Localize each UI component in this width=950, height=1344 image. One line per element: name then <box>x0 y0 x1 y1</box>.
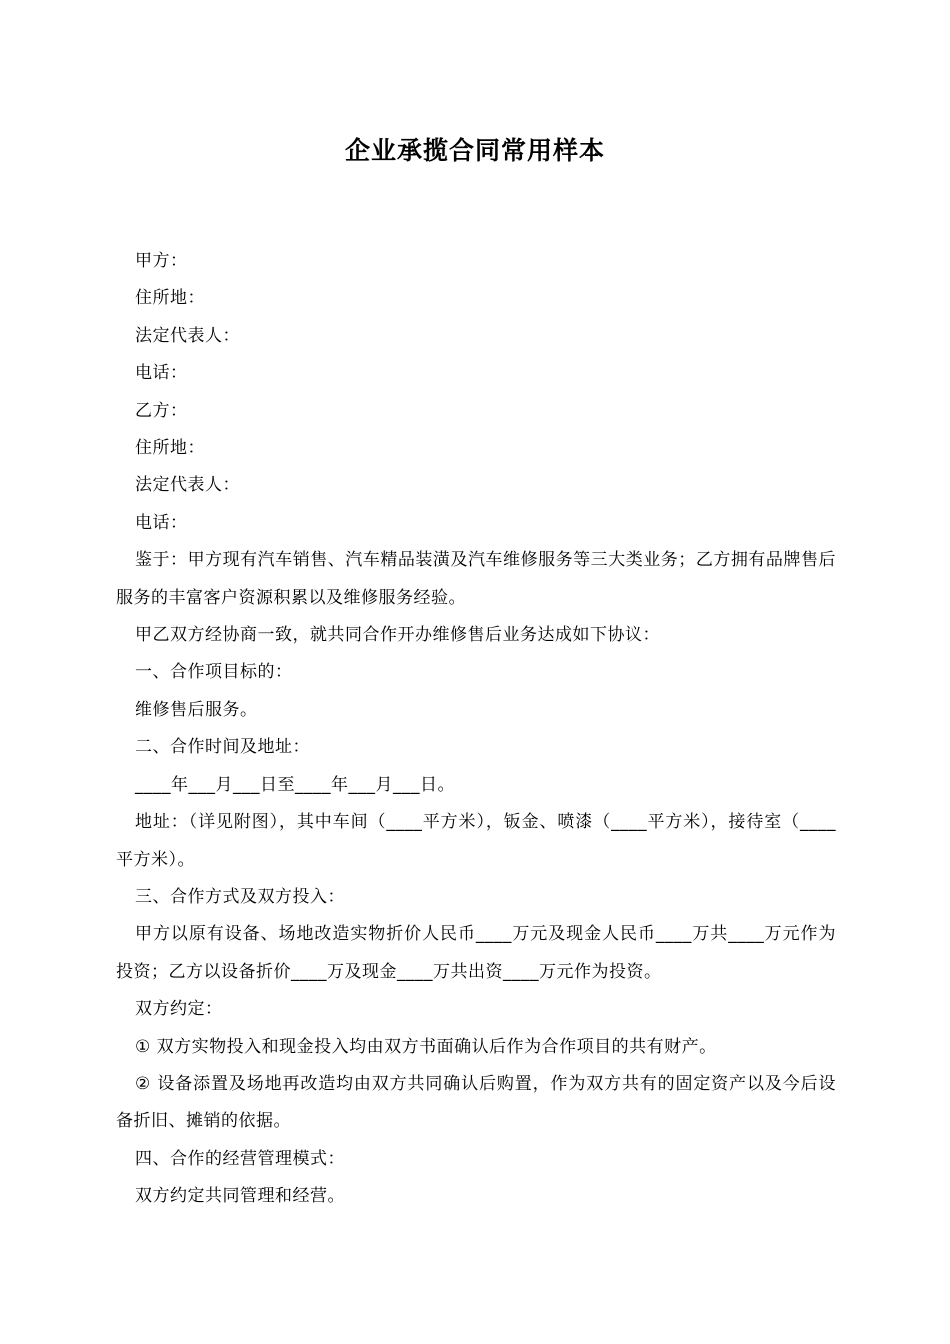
party-a-address: 住所地： <box>135 288 205 309</box>
section-heading-2: 二、合作时间及地址： <box>135 737 310 758</box>
section-2-address: 地址：（详见附图），其中车间（____平方米），钣金、喷漆（____平方米），接待室（____平方米）。 <box>116 812 836 870</box>
document-body <box>116 243 836 1216</box>
party-b-representative: 法定代表人： <box>135 475 240 496</box>
agreement-intro: 甲乙双方经协商一致，就共同合作开办维修售后业务达成如下协议： <box>135 625 660 646</box>
section-3-item-2: ② 设备添置及场地再改造均由双方共同确认后购置，作为双方共有的固定资产以及今后设备折旧、摊销的依据。 <box>116 1073 836 1132</box>
party-a-label: 甲方： <box>135 251 188 271</box>
section-heading-4: 四、合作的经营管理模式： <box>135 1148 345 1169</box>
party-a-phone: 电话： <box>135 363 188 384</box>
party-a-representative: 法定代表人： <box>135 325 240 346</box>
section-3-investment: 甲方以原有设备、场地改造实物折价人民币____万元及现金人民币____万共____万元作为投资；乙方以设备折价____万及现金____万共出资____万元作为投资。 <box>116 924 836 982</box>
recital-paragraph: 鉴于：甲方现有汽车销售、汽车精品装潢及汽车维修服务等三大类业务；乙方拥有品牌售后服务的丰富客户资源积累以及维修服务经验。 <box>116 550 836 608</box>
document-title: 企业承揽合同常用样本 <box>344 136 605 165</box>
section-3-item-1: ① 双方实物投入和现金投入均由双方书面确认后作为合作项目的共有财产。 <box>135 1036 717 1057</box>
section-1-text: 维修售后服务。 <box>135 699 258 720</box>
party-b-address: 住所地： <box>135 438 205 459</box>
section-4-text: 双方约定共同管理和经营。 <box>135 1186 345 1207</box>
party-b-phone: 电话： <box>135 512 188 533</box>
section-3-agreement-label: 双方约定： <box>135 999 223 1020</box>
section-heading-1: 一、合作项目标的： <box>135 662 293 683</box>
section-heading-3: 三、合作方式及双方投入： <box>135 886 345 907</box>
party-b-label: 乙方： <box>135 400 188 421</box>
section-2-dates: ____年___月___日至____年___月___日。 <box>135 774 455 795</box>
